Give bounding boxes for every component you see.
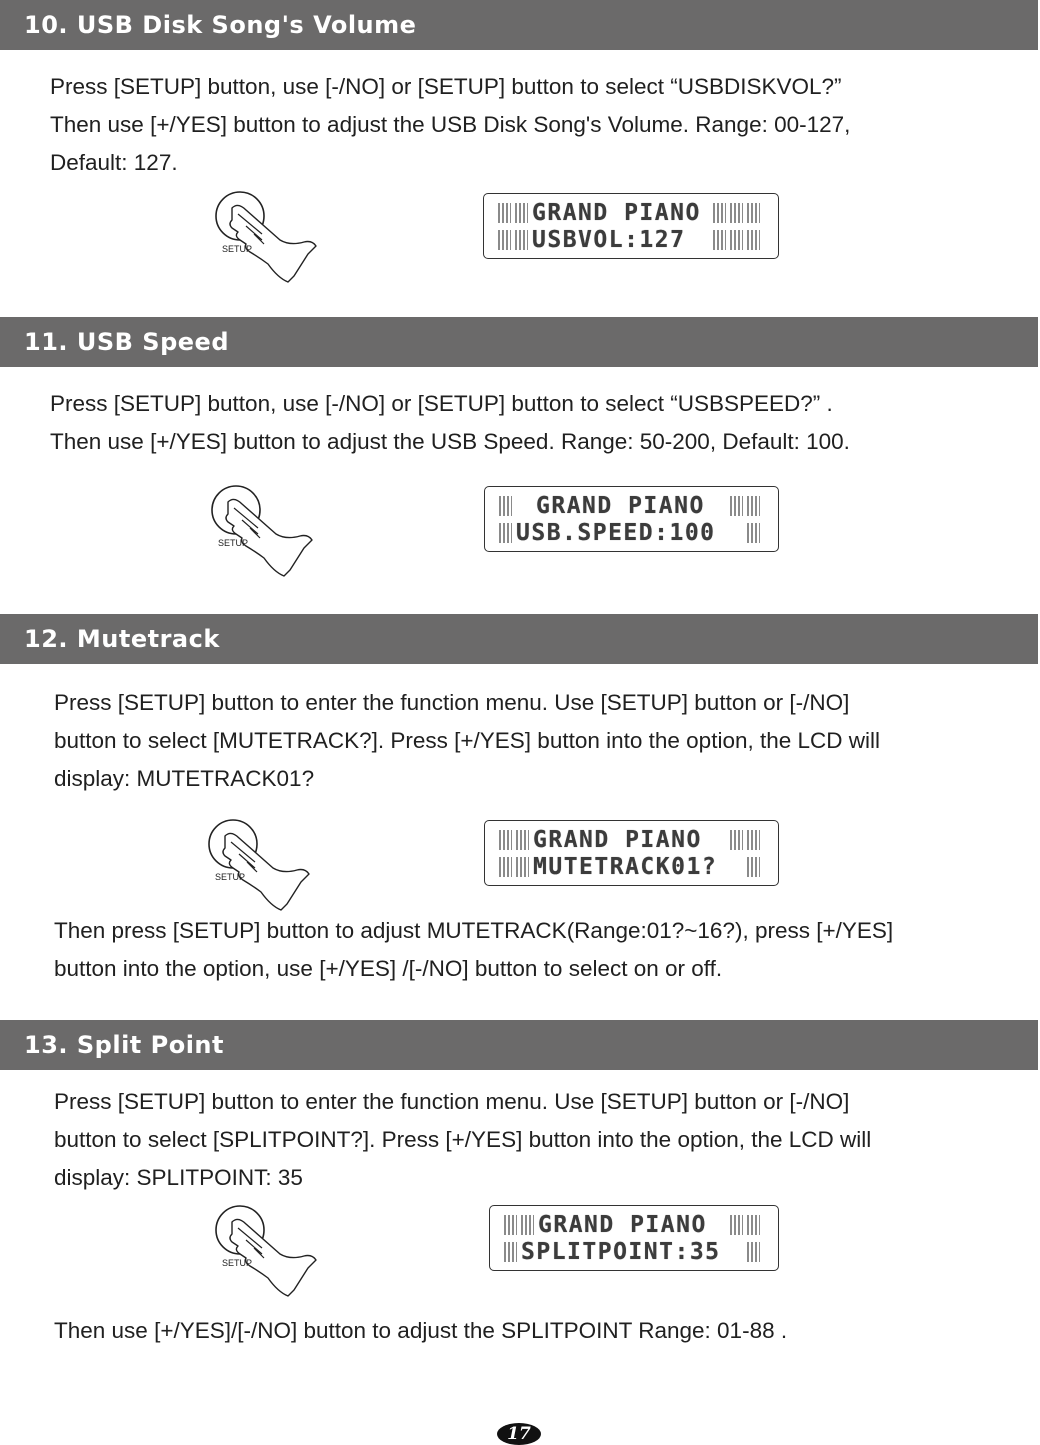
lcd-display — [489, 1205, 779, 1271]
text-line: display: MUTETRACK01? — [54, 766, 315, 791]
setup-button-hand-icon — [206, 482, 326, 578]
text-line: Then use [+/YES] button to adjust the USB Disk Song's Volume. Range: 00-127, — [50, 112, 851, 137]
text-line: Press [SETUP] button to enter the function menu. Use [SETUP] button or [-/NO] — [54, 1089, 850, 1114]
lcd-line-2: USBVOL:127 — [532, 226, 686, 253]
text-line: Then use [+/YES] button to adjust the USB Speed. Range: 50-200, Default: 100. — [50, 429, 850, 454]
text-line: button to select [SPLITPOINT?]. Press [+/YES] button into the option, the LCD will — [54, 1127, 872, 1152]
setup-label: SETUP — [222, 244, 253, 254]
section-10-text — [50, 68, 850, 182]
section-11-text — [50, 385, 850, 461]
lcd-line-2: USB.SPEED:100 — [516, 519, 716, 546]
section-12-heading: 12. Mutetrack — [0, 614, 1038, 664]
lcd-line-1: GRAND PIANO — [533, 826, 702, 853]
text-line: Press [SETUP] button to enter the function menu. Use [SETUP] button or [-/NO] — [54, 690, 850, 715]
page-number: 17 — [497, 1423, 541, 1445]
setup-label: SETUP — [222, 1258, 253, 1268]
text-line: Then use [+/YES]/[-/NO] button to adjust the SPLITPOINT Range: 01-88 . — [54, 1318, 788, 1343]
section-13-text — [54, 1083, 871, 1197]
setup-button-hand-icon — [203, 816, 323, 912]
section-13-followup-text — [54, 1312, 787, 1350]
setup-button-hand-icon — [210, 188, 330, 284]
setup-label: SETUP — [218, 538, 249, 548]
section-12-text — [54, 684, 880, 798]
section-12-followup-text — [54, 912, 893, 988]
lcd-line-1: GRAND PIANO — [536, 492, 705, 519]
lcd-line-2: SPLITPOINT:35 — [521, 1238, 721, 1265]
section-13-heading: 13. Split Point — [0, 1020, 1038, 1070]
lcd-line-2: MUTETRACK01? — [533, 853, 718, 880]
text-line: display: SPLITPOINT: 35 — [54, 1165, 303, 1190]
setup-button-hand-icon — [210, 1202, 330, 1298]
lcd-display — [484, 486, 779, 552]
text-line: Press [SETUP] button, use [-/NO] or [SETUP] button to select “USBSPEED?” . — [50, 391, 833, 416]
text-line: Default: 127. — [50, 150, 178, 175]
text-line: Then press [SETUP] button to adjust MUTETRACK(Range:01?~16?), press [+/YES] — [54, 918, 894, 943]
lcd-line-1: GRAND PIANO — [532, 199, 701, 226]
section-10-heading: 10. USB Disk Song's Volume — [0, 0, 1038, 50]
section-11-heading: 11. USB Speed — [0, 317, 1038, 367]
text-line: button into the option, use [+/YES] /[-/NO] button to select on or off. — [54, 956, 723, 981]
text-line: button to select [MUTETRACK?]. Press [+/YES] button into the option, the LCD will — [54, 728, 881, 753]
lcd-line-1: GRAND PIANO — [538, 1211, 707, 1238]
text-line: Press [SETUP] button, use [-/NO] or [SETUP] button to select “USBDISKVOL?” — [50, 74, 842, 99]
lcd-display — [484, 820, 779, 886]
lcd-display — [483, 193, 779, 259]
setup-label: SETUP — [215, 872, 246, 882]
